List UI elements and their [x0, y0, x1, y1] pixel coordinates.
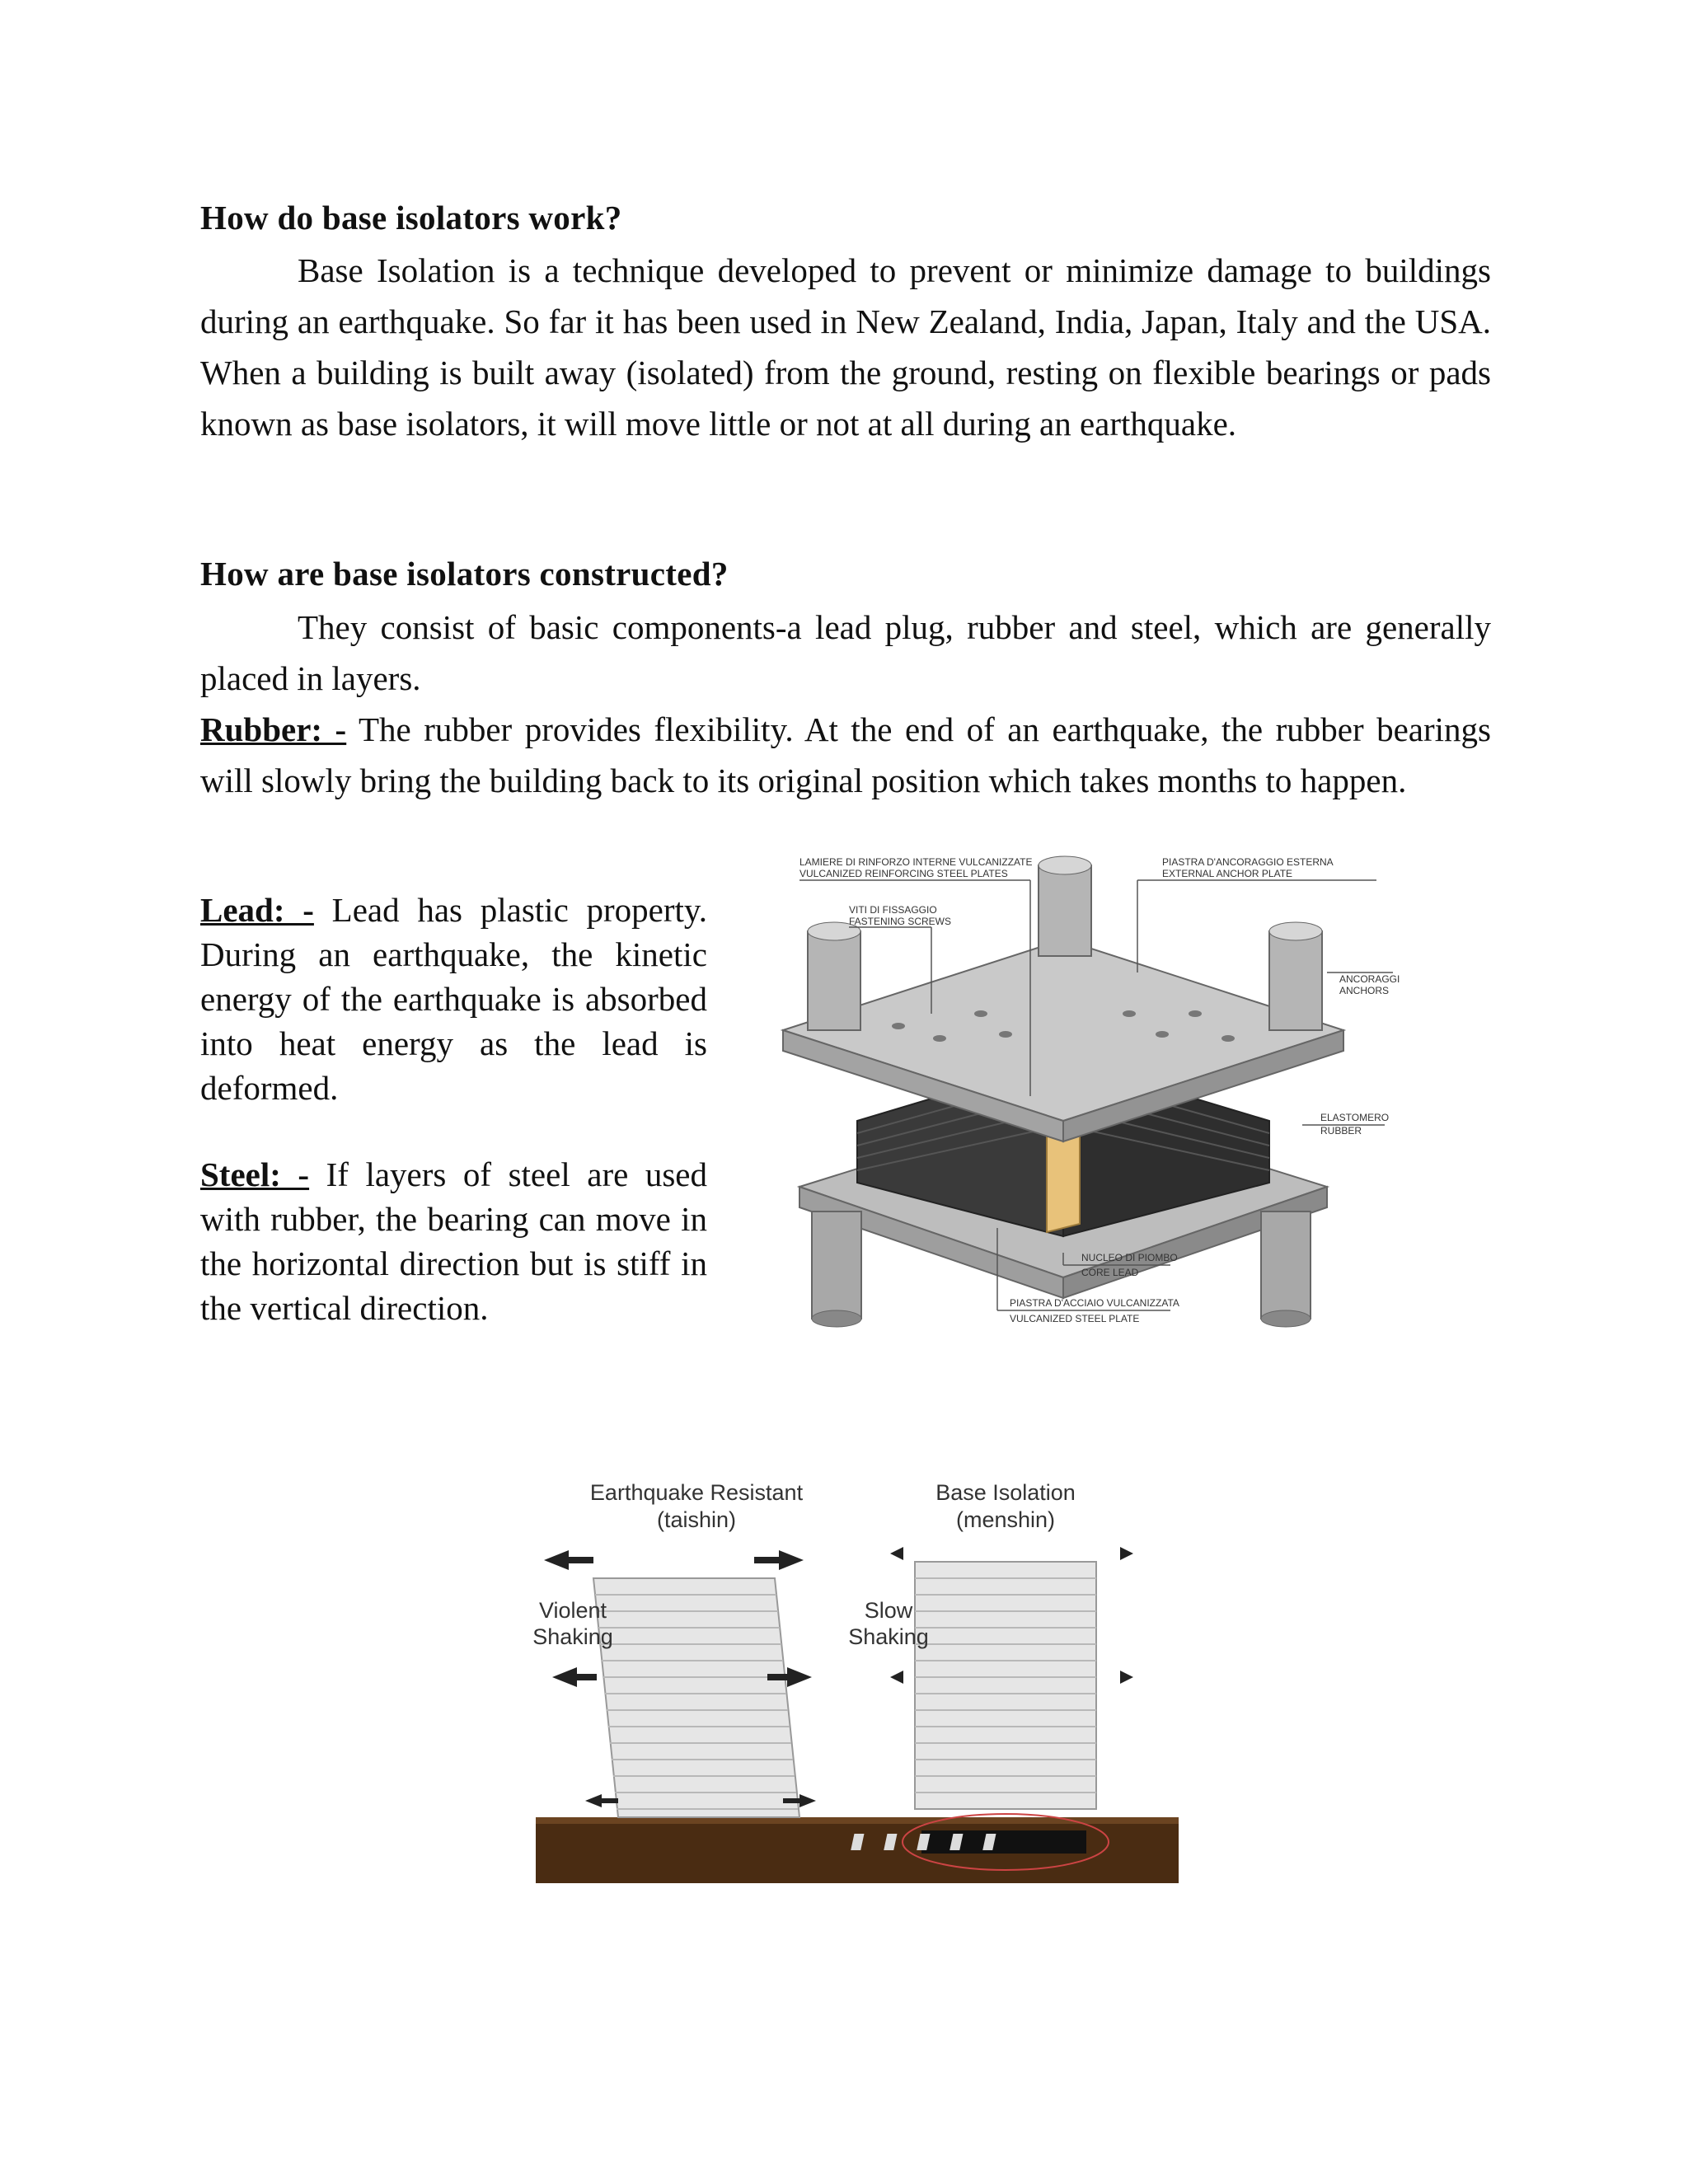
paragraph-how-work	[200, 245, 1491, 449]
left-caption-line2: Shaking	[532, 1624, 613, 1649]
right-caption-line1: Slow	[864, 1598, 913, 1623]
label-plates-it: LAMIERE DI RINFORZO INTERNE VULCANIZZATE	[799, 856, 1033, 868]
label-anchorplate-en: EXTERNAL ANCHOR PLATE	[1162, 868, 1293, 879]
label-screws-it: VITI DI FISSAGGIO	[849, 904, 937, 916]
label-plates-en: VULCANIZED REINFORCING STEEL PLATES	[799, 868, 1008, 879]
steel-term: Steel: -	[200, 1155, 310, 1193]
left-title-line1: Earthquake Resistant	[589, 1480, 804, 1505]
label-screws-en: FASTENING SCREWS	[849, 916, 952, 927]
label-rubber-it: ELASTOMERO	[1320, 1112, 1390, 1123]
base-isolator-bearing-diagram	[734, 849, 1409, 1343]
label-anchors-en: ANCHORS	[1339, 985, 1390, 996]
section-heading-how-constructed: How are base isolators constructed?	[200, 555, 729, 593]
paragraph-lead	[200, 888, 707, 1110]
left-caption-line1: Violent	[538, 1598, 607, 1623]
rubber-term: Rubber: -	[200, 710, 347, 748]
section-heading-how-work: How do base isolators work?	[200, 199, 622, 237]
steel-description: If layers of steel are used with rubber, the bearing can move in the horizontal direction but is stiff in the vertical direction.	[200, 1155, 707, 1327]
right-title-line1: Base Isolation	[935, 1480, 1076, 1505]
label-steelplate-it: PIASTRA D'ACCIAIO VULCANIZZATA	[1010, 1297, 1179, 1309]
right-title-line2: (menshin)	[955, 1507, 1056, 1532]
label-steelplate-en: VULCANIZED STEEL PLATE	[1010, 1313, 1140, 1324]
lead-term: Lead: -	[200, 891, 314, 929]
left-title-line2: (taishin)	[656, 1507, 737, 1532]
label-rubber-en: RUBBER	[1320, 1125, 1362, 1137]
taishin-vs-menshin-diagram	[528, 1471, 1187, 1891]
paragraph-how-constructed	[200, 602, 1491, 704]
lead-description: Lead has plastic property. During an earthquake, the kinetic energy of the earthquake is absorbed into heat energy as the lead is deformed.	[200, 891, 707, 1107]
label-anchors-it: ANCORAGGI	[1339, 973, 1400, 985]
paragraph-rubber	[200, 704, 1491, 806]
paragraph-steel	[200, 1152, 707, 1330]
paragraph-how-constructed-text: They consist of basic components-a lead plug, rubber and steel, which are generally placed in layers.	[200, 608, 1491, 697]
rubber-description: The rubber provides flexibility. At the end of an earthquake, the rubber bearings will slowly bring the building back to its original position which takes months to happen.	[200, 710, 1491, 799]
right-caption-line2: Shaking	[848, 1624, 929, 1649]
label-lead-it: NUCLEO DI PIOMBO	[1081, 1252, 1178, 1263]
label-lead-en: CORE LEAD	[1081, 1267, 1139, 1278]
paragraph-how-work-text: Base Isolation is a technique developed to prevent or minimize damage to buildings during an earthquake. So far it has been used in New Zealand, India, Japan, Italy and the USA. When a building is built away (isolated) from the ground, resting on flexible bearings or pads known as base isolators, it will move little or not at all during an earthquake.	[200, 251, 1491, 443]
label-anchorplate-it: PIASTRA D'ANCORAGGIO ESTERNA	[1162, 856, 1334, 868]
